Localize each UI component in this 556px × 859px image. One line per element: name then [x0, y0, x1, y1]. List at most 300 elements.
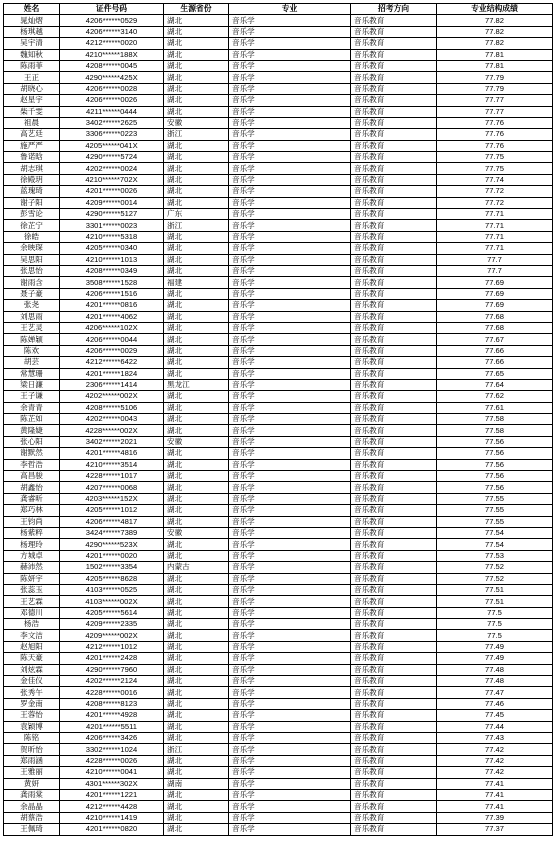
cell-id-number: 4290******5724 [60, 152, 164, 163]
cell-id-number: 3424******7389 [60, 527, 164, 538]
cell-direction: 音乐教育 [351, 220, 437, 231]
cell-score: 77.66 [437, 345, 553, 356]
cell-province: 湖北 [164, 197, 229, 208]
cell-major: 音乐学 [229, 710, 351, 721]
table-row [4, 174, 553, 185]
cell-name: 陈欢 [4, 345, 60, 356]
cell-id-number: 4201******4816 [60, 448, 164, 459]
cell-province: 湖北 [164, 584, 229, 595]
table-row [4, 414, 553, 425]
cell-major: 音乐学 [229, 824, 351, 835]
cell-score: 77.76 [437, 140, 553, 151]
table-row [4, 824, 553, 835]
cell-major: 音乐学 [229, 129, 351, 140]
table-row [4, 801, 553, 812]
cell-province: 湖北 [164, 152, 229, 163]
cell-name: 聂子豪 [4, 288, 60, 299]
cell-province: 湖北 [164, 539, 229, 550]
table-row [4, 129, 553, 140]
cell-id-number: 4212******0020 [60, 38, 164, 49]
cell-major: 音乐学 [229, 801, 351, 812]
cell-direction: 音乐教育 [351, 801, 437, 812]
cell-province: 湖北 [164, 550, 229, 561]
cell-major: 音乐学 [229, 334, 351, 345]
cell-id-number: 4206******0044 [60, 334, 164, 345]
cell-major: 音乐学 [229, 733, 351, 744]
cell-score: 77.56 [437, 436, 553, 447]
cell-name: 张尧 [4, 300, 60, 311]
table-row [4, 721, 553, 732]
cell-id-number: 4201******0026 [60, 186, 164, 197]
cell-score: 77.5 [437, 630, 553, 641]
cell-id-number: 2306******1414 [60, 379, 164, 390]
table-row [4, 49, 553, 60]
cell-direction: 音乐教育 [351, 778, 437, 789]
cell-direction: 音乐教育 [351, 311, 437, 322]
cell-province: 湖北 [164, 368, 229, 379]
table-row [4, 277, 553, 288]
cell-score: 77.42 [437, 744, 553, 755]
cell-name: 王佩琦 [4, 824, 60, 835]
cell-name: 陈婵颖 [4, 334, 60, 345]
cell-score: 77.41 [437, 801, 553, 812]
cell-id-number: 4206******1516 [60, 288, 164, 299]
cell-name: 徐芷宁 [4, 220, 60, 231]
cell-direction: 音乐教育 [351, 402, 437, 413]
cell-major: 音乐学 [229, 140, 351, 151]
cell-name: 施严严 [4, 140, 60, 151]
cell-name: 杨浩 [4, 619, 60, 630]
cell-province: 安徽 [164, 117, 229, 128]
table-row [4, 687, 553, 698]
cell-direction: 音乐教育 [351, 539, 437, 550]
table-row [4, 653, 553, 664]
cell-major: 音乐学 [229, 505, 351, 516]
cell-score: 77.47 [437, 687, 553, 698]
cell-name: 袁颖博 [4, 721, 60, 732]
cell-direction: 音乐教育 [351, 152, 437, 163]
header-major: 专业 [229, 4, 351, 15]
table-row [4, 527, 553, 538]
cell-direction: 音乐教育 [351, 493, 437, 504]
cell-major: 音乐学 [229, 550, 351, 561]
cell-name: 方城卓 [4, 550, 60, 561]
cell-score: 77.53 [437, 550, 553, 561]
cell-score: 77.7 [437, 265, 553, 276]
cell-score: 77.82 [437, 38, 553, 49]
cell-score: 77.56 [437, 448, 553, 459]
cell-major: 音乐学 [229, 163, 351, 174]
cell-score: 77.77 [437, 106, 553, 117]
cell-id-number: 4228******0026 [60, 755, 164, 766]
cell-id-number: 4301******302X [60, 778, 164, 789]
cell-province: 安徽 [164, 436, 229, 447]
cell-name: 高昌骏 [4, 471, 60, 482]
cell-name: 高艺廷 [4, 129, 60, 140]
table-row [4, 584, 553, 595]
table-row [4, 197, 553, 208]
cell-name: 罗金南 [4, 698, 60, 709]
cell-id-number: 4201******0820 [60, 824, 164, 835]
cell-province: 湖北 [164, 60, 229, 71]
cell-major: 音乐学 [229, 778, 351, 789]
cell-score: 77.56 [437, 459, 553, 470]
cell-major: 音乐学 [229, 220, 351, 231]
cell-score: 77.76 [437, 117, 553, 128]
cell-direction: 音乐教育 [351, 710, 437, 721]
cell-score: 77.71 [437, 231, 553, 242]
cell-direction: 音乐教育 [351, 197, 437, 208]
cell-name: 郑雨涵 [4, 755, 60, 766]
cell-score: 77.7 [437, 254, 553, 265]
cell-name: 王正 [4, 72, 60, 83]
table-row [4, 322, 553, 333]
cell-province: 湖北 [164, 345, 229, 356]
cell-direction: 音乐教育 [351, 425, 437, 436]
cell-major: 音乐学 [229, 174, 351, 185]
cell-province: 湖北 [164, 288, 229, 299]
table-row [4, 471, 553, 482]
table-row [4, 288, 553, 299]
cell-id-number: 4208******0349 [60, 265, 164, 276]
cell-name: 张心阳 [4, 436, 60, 447]
cell-id-number: 4205******1012 [60, 505, 164, 516]
cell-major: 音乐学 [229, 584, 351, 595]
table-row [4, 265, 553, 276]
cell-name: 杨琪越 [4, 26, 60, 37]
cell-major: 音乐学 [229, 721, 351, 732]
table-row [4, 778, 553, 789]
cell-id-number: 3301******0023 [60, 220, 164, 231]
cell-name: 徐殿玥 [4, 174, 60, 185]
cell-major: 音乐学 [229, 493, 351, 504]
cell-major: 音乐学 [229, 607, 351, 618]
cell-direction: 音乐教育 [351, 243, 437, 254]
table-row [4, 607, 553, 618]
cell-score: 77.58 [437, 414, 553, 425]
cell-province: 内蒙古 [164, 562, 229, 573]
cell-score: 77.75 [437, 152, 553, 163]
table-row [4, 163, 553, 174]
cell-direction: 音乐教育 [351, 72, 437, 83]
cell-score: 77.79 [437, 83, 553, 94]
cell-name: 龚雨棠 [4, 789, 60, 800]
table-row [4, 38, 553, 49]
cell-score: 77.41 [437, 789, 553, 800]
cell-major: 音乐学 [229, 448, 351, 459]
table-row [4, 812, 553, 823]
cell-direction: 音乐教育 [351, 550, 437, 561]
cell-id-number: 4201******0816 [60, 300, 164, 311]
cell-score: 77.42 [437, 767, 553, 778]
cell-score: 77.54 [437, 539, 553, 550]
cell-score: 77.5 [437, 607, 553, 618]
cell-name: 赫沛然 [4, 562, 60, 573]
cell-direction: 音乐教育 [351, 698, 437, 709]
cell-id-number: 4228******002X [60, 425, 164, 436]
cell-id-number: 4207******0068 [60, 482, 164, 493]
cell-score: 77.77 [437, 95, 553, 106]
cell-major: 音乐学 [229, 49, 351, 60]
cell-id-number: 4206******3426 [60, 733, 164, 744]
table-row [4, 425, 553, 436]
cell-major: 音乐学 [229, 687, 351, 698]
cell-province: 湖北 [164, 789, 229, 800]
cell-name: 赵星宇 [4, 95, 60, 106]
table-row [4, 243, 553, 254]
cell-id-number: 4206******102X [60, 322, 164, 333]
cell-province: 湖北 [164, 493, 229, 504]
cell-province: 安徽 [164, 527, 229, 538]
cell-id-number: 4210******1013 [60, 254, 164, 265]
cell-direction: 音乐教育 [351, 129, 437, 140]
cell-direction: 音乐教育 [351, 265, 437, 276]
cell-major: 音乐学 [229, 72, 351, 83]
cell-province: 湖北 [164, 391, 229, 402]
table-row [4, 755, 553, 766]
cell-major: 音乐学 [229, 596, 351, 607]
cell-name: 祖晨 [4, 117, 60, 128]
cell-name: 黄隆婕 [4, 425, 60, 436]
cell-name: 杨理玲 [4, 539, 60, 550]
table-row [4, 630, 553, 641]
cell-major: 音乐学 [229, 152, 351, 163]
cell-direction: 音乐教育 [351, 322, 437, 333]
cell-name: 谢默然 [4, 448, 60, 459]
cell-id-number: 4202******0024 [60, 163, 164, 174]
table-row [4, 83, 553, 94]
cell-major: 音乐学 [229, 630, 351, 641]
table-row [4, 117, 553, 128]
cell-province: 福建 [164, 277, 229, 288]
cell-direction: 音乐教育 [351, 368, 437, 379]
cell-major: 音乐学 [229, 197, 351, 208]
cell-direction: 音乐教育 [351, 664, 437, 675]
cell-direction: 音乐教育 [351, 584, 437, 595]
cell-direction: 音乐教育 [351, 505, 437, 516]
cell-major: 音乐学 [229, 698, 351, 709]
cell-id-number: 4210******188X [60, 49, 164, 60]
cell-province: 湖北 [164, 83, 229, 94]
table-row [4, 357, 553, 368]
cell-province: 湖北 [164, 140, 229, 151]
cell-id-number: 4103******002X [60, 596, 164, 607]
cell-direction: 音乐教育 [351, 38, 437, 49]
cell-score: 77.82 [437, 15, 553, 26]
cell-major: 音乐学 [229, 368, 351, 379]
cell-major: 音乐学 [229, 345, 351, 356]
cell-id-number: 3402******2625 [60, 117, 164, 128]
cell-province: 湖北 [164, 641, 229, 652]
table-row [4, 573, 553, 584]
table-row [4, 664, 553, 675]
cell-major: 音乐学 [229, 15, 351, 26]
cell-major: 音乐学 [229, 664, 351, 675]
cell-province: 广东 [164, 209, 229, 220]
cell-major: 音乐学 [229, 322, 351, 333]
cell-name: 张蕊玉 [4, 584, 60, 595]
cell-direction: 音乐教育 [351, 391, 437, 402]
cell-name: 梁日濂 [4, 379, 60, 390]
cell-direction: 音乐教育 [351, 174, 437, 185]
cell-major: 音乐学 [229, 527, 351, 538]
cell-score: 77.43 [437, 733, 553, 744]
cell-direction: 音乐教育 [351, 630, 437, 641]
table-row [4, 493, 553, 504]
cell-id-number: 4206******0028 [60, 83, 164, 94]
cell-province: 湖北 [164, 573, 229, 584]
table-row [4, 368, 553, 379]
cell-direction: 音乐教育 [351, 209, 437, 220]
cell-direction: 音乐教育 [351, 186, 437, 197]
cell-province: 湖北 [164, 482, 229, 493]
cell-id-number: 4212******4428 [60, 801, 164, 812]
cell-direction: 音乐教育 [351, 755, 437, 766]
cell-id-number: 4203******152X [60, 493, 164, 504]
table-row [4, 436, 553, 447]
cell-score: 77.68 [437, 311, 553, 322]
cell-province: 湖北 [164, 767, 229, 778]
table-row [4, 539, 553, 550]
cell-province: 湖北 [164, 254, 229, 265]
cell-id-number: 4206******0026 [60, 95, 164, 106]
table-row [4, 596, 553, 607]
cell-direction: 音乐教育 [351, 231, 437, 242]
cell-province: 湖北 [164, 471, 229, 482]
cell-major: 音乐学 [229, 619, 351, 630]
cell-id-number: 4209******002X [60, 630, 164, 641]
cell-direction: 音乐教育 [351, 26, 437, 37]
cell-province: 湖北 [164, 630, 229, 641]
cell-name: 陈妍宇 [4, 573, 60, 584]
cell-id-number: 4228******0016 [60, 687, 164, 698]
cell-direction: 音乐教育 [351, 767, 437, 778]
cell-province: 湖北 [164, 425, 229, 436]
cell-major: 音乐学 [229, 744, 351, 755]
cell-score: 77.49 [437, 653, 553, 664]
cell-name: 赵旭阳 [4, 641, 60, 652]
cell-name: 谢子阳 [4, 197, 60, 208]
table-row [4, 209, 553, 220]
table-row [4, 482, 553, 493]
cell-province: 湖北 [164, 402, 229, 413]
cell-major: 音乐学 [229, 459, 351, 470]
cell-province: 湖北 [164, 596, 229, 607]
cell-direction: 音乐教育 [351, 254, 437, 265]
cell-province: 湖北 [164, 516, 229, 527]
header-row [4, 4, 553, 15]
cell-direction: 音乐教育 [351, 106, 437, 117]
cell-id-number: 4210******3514 [60, 459, 164, 470]
cell-score: 77.65 [437, 368, 553, 379]
cell-id-number: 4210******1419 [60, 812, 164, 823]
cell-major: 音乐学 [229, 95, 351, 106]
cell-score: 77.71 [437, 209, 553, 220]
cell-name: 谢雨含 [4, 277, 60, 288]
cell-direction: 音乐教育 [351, 345, 437, 356]
cell-direction: 音乐教育 [351, 163, 437, 174]
cell-name: 晁灿熠 [4, 15, 60, 26]
header-province: 生源省份 [164, 4, 229, 15]
cell-name: 陈铭 [4, 733, 60, 744]
cell-name: 胡芸 [4, 357, 60, 368]
cell-province: 湖北 [164, 801, 229, 812]
cell-province: 湖北 [164, 664, 229, 675]
table-row [4, 60, 553, 71]
table-row [4, 95, 553, 106]
cell-province: 浙江 [164, 220, 229, 231]
cell-id-number: 4205******041X [60, 140, 164, 151]
cell-score: 77.55 [437, 493, 553, 504]
cell-name: 吴宇清 [4, 38, 60, 49]
cell-direction: 音乐教育 [351, 573, 437, 584]
cell-id-number: 4210******702X [60, 174, 164, 185]
cell-major: 音乐学 [229, 117, 351, 128]
cell-id-number: 4208******5106 [60, 402, 164, 413]
table-row [4, 231, 553, 242]
cell-province: 湖北 [164, 755, 229, 766]
cell-score: 77.68 [437, 322, 553, 333]
cell-major: 音乐学 [229, 391, 351, 402]
cell-name: 王艺灵 [4, 322, 60, 333]
cell-province: 浙江 [164, 129, 229, 140]
cell-province: 湖北 [164, 174, 229, 185]
cell-name: 魏知秋 [4, 49, 60, 60]
cell-direction: 音乐教育 [351, 471, 437, 482]
cell-major: 音乐学 [229, 676, 351, 687]
cell-score: 77.62 [437, 391, 553, 402]
cell-major: 音乐学 [229, 243, 351, 254]
cell-score: 77.81 [437, 49, 553, 60]
cell-major: 音乐学 [229, 482, 351, 493]
cell-name: 陈芷如 [4, 414, 60, 425]
cell-id-number: 4290******5127 [60, 209, 164, 220]
cell-score: 77.55 [437, 505, 553, 516]
cell-major: 音乐学 [229, 60, 351, 71]
cell-name: 张思怡 [4, 265, 60, 276]
cell-province: 湖北 [164, 698, 229, 709]
header-score: 专业结构成绩 [437, 4, 553, 15]
cell-name: 李哲浩 [4, 459, 60, 470]
header-id-number: 证件号码 [60, 4, 164, 15]
cell-name: 陈天豪 [4, 653, 60, 664]
cell-score: 77.56 [437, 471, 553, 482]
header-name: 姓名 [4, 4, 60, 15]
cell-major: 音乐学 [229, 26, 351, 37]
cell-province: 湖北 [164, 812, 229, 823]
cell-direction: 音乐教育 [351, 49, 437, 60]
table-row [4, 641, 553, 652]
cell-score: 77.49 [437, 641, 553, 652]
cell-province: 浙江 [164, 744, 229, 755]
cell-name: 常慧珊 [4, 368, 60, 379]
cell-name: 胡蔡浩 [4, 812, 60, 823]
cell-direction: 音乐教育 [351, 436, 437, 447]
header-direction: 招考方向 [351, 4, 437, 15]
cell-province: 湖北 [164, 824, 229, 835]
cell-province: 湖北 [164, 619, 229, 630]
cell-score: 77.52 [437, 573, 553, 584]
cell-name: 胡志琪 [4, 163, 60, 174]
cell-name: 杨紫粹 [4, 527, 60, 538]
cell-score: 77.42 [437, 755, 553, 766]
cell-major: 音乐学 [229, 379, 351, 390]
cell-score: 77.72 [437, 186, 553, 197]
cell-score: 77.51 [437, 596, 553, 607]
table-row [4, 789, 553, 800]
cell-major: 音乐学 [229, 812, 351, 823]
cell-major: 音乐学 [229, 209, 351, 220]
